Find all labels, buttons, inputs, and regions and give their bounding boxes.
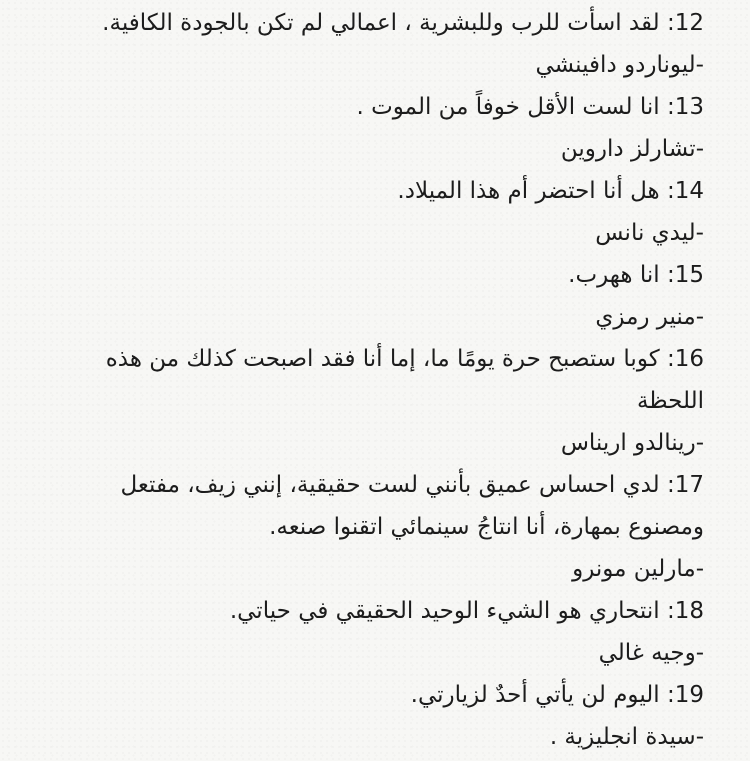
quote-13-line-1: 13: انا لست الأقل خوفاً من الموت . (356, 94, 704, 120)
quote-number: 14 (674, 178, 704, 204)
quote-number: 15 (674, 262, 704, 288)
quote-13-author: -تشارلز داروين (560, 136, 704, 162)
quote-number: 12 (674, 10, 704, 36)
quote-text: انا ههرب. (568, 262, 660, 288)
quote-15-author: -منير رمزي (595, 304, 704, 330)
quote-text: اليوم لن يأتي أحدٌ لزيارتي. (410, 682, 660, 708)
quote-15-line-1: 15: انا ههرب. (568, 262, 704, 288)
quote-16-author: -رينالدو اريناس (560, 430, 704, 456)
quote-16-line-2: اللحظة (636, 388, 704, 414)
quote-18-author: -وجيه غالي (598, 640, 704, 666)
quote-19-author: -سيدة انجليزية . (549, 724, 704, 750)
quote-text: هل أنا احتضر أم هذا الميلاد. (397, 178, 660, 204)
quote-16-line-1: 16: كوبا ستصبح حرة يومًا ما، إما أنا فقد اصبحت كذلك من هذه (105, 346, 704, 372)
quote-18-line-1: 18: انتحاري هو الشيء الوحيد الحقيقي في حياتي. (229, 598, 704, 624)
quotes-page (0, 2, 750, 761)
quote-text: انتحاري هو الشيء الوحيد الحقيقي في حياتي. (229, 598, 660, 624)
quote-17-line-2: ومصنوع بمهارة، أنا انتاجُ سينمائي اتقنوا صنعه. (269, 514, 704, 540)
quote-number: 16 (674, 346, 704, 372)
quote-number: 13 (674, 94, 704, 120)
quote-text: كوبا ستصبح حرة يومًا ما، إما أنا فقد اصبحت كذلك من هذه (105, 346, 660, 372)
quote-number: 17 (674, 472, 704, 498)
quote-text: انا لست الأقل خوفاً من الموت . (356, 94, 660, 120)
quote-12-author: -ليوناردو دافينشي (535, 52, 704, 78)
quote-text: لقد اسأت للرب وللبشرية ، اعمالي لم تكن بالجودة الكافية. (102, 10, 660, 36)
quote-text: لدي احساس عميق بأنني لست حقيقية، إنني زيف، مفتعل (120, 472, 660, 498)
quote-12-line-1: 12: لقد اسأت للرب وللبشرية ، اعمالي لم تكن بالجودة الكافية. (102, 10, 704, 36)
quote-19-line-1: 19: اليوم لن يأتي أحدٌ لزيارتي. (410, 682, 704, 708)
quote-14-line-1: 14: هل أنا احتضر أم هذا الميلاد. (397, 178, 704, 204)
quote-number: 18 (674, 598, 704, 624)
quote-17-author: -مارلين مونرو (572, 556, 704, 582)
quote-14-author: -ليدي نانس (595, 220, 704, 246)
quote-17-line-1: 17: لدي احساس عميق بأنني لست حقيقية، إنني زيف، مفتعل (120, 472, 704, 498)
quote-number: 19 (674, 682, 704, 708)
